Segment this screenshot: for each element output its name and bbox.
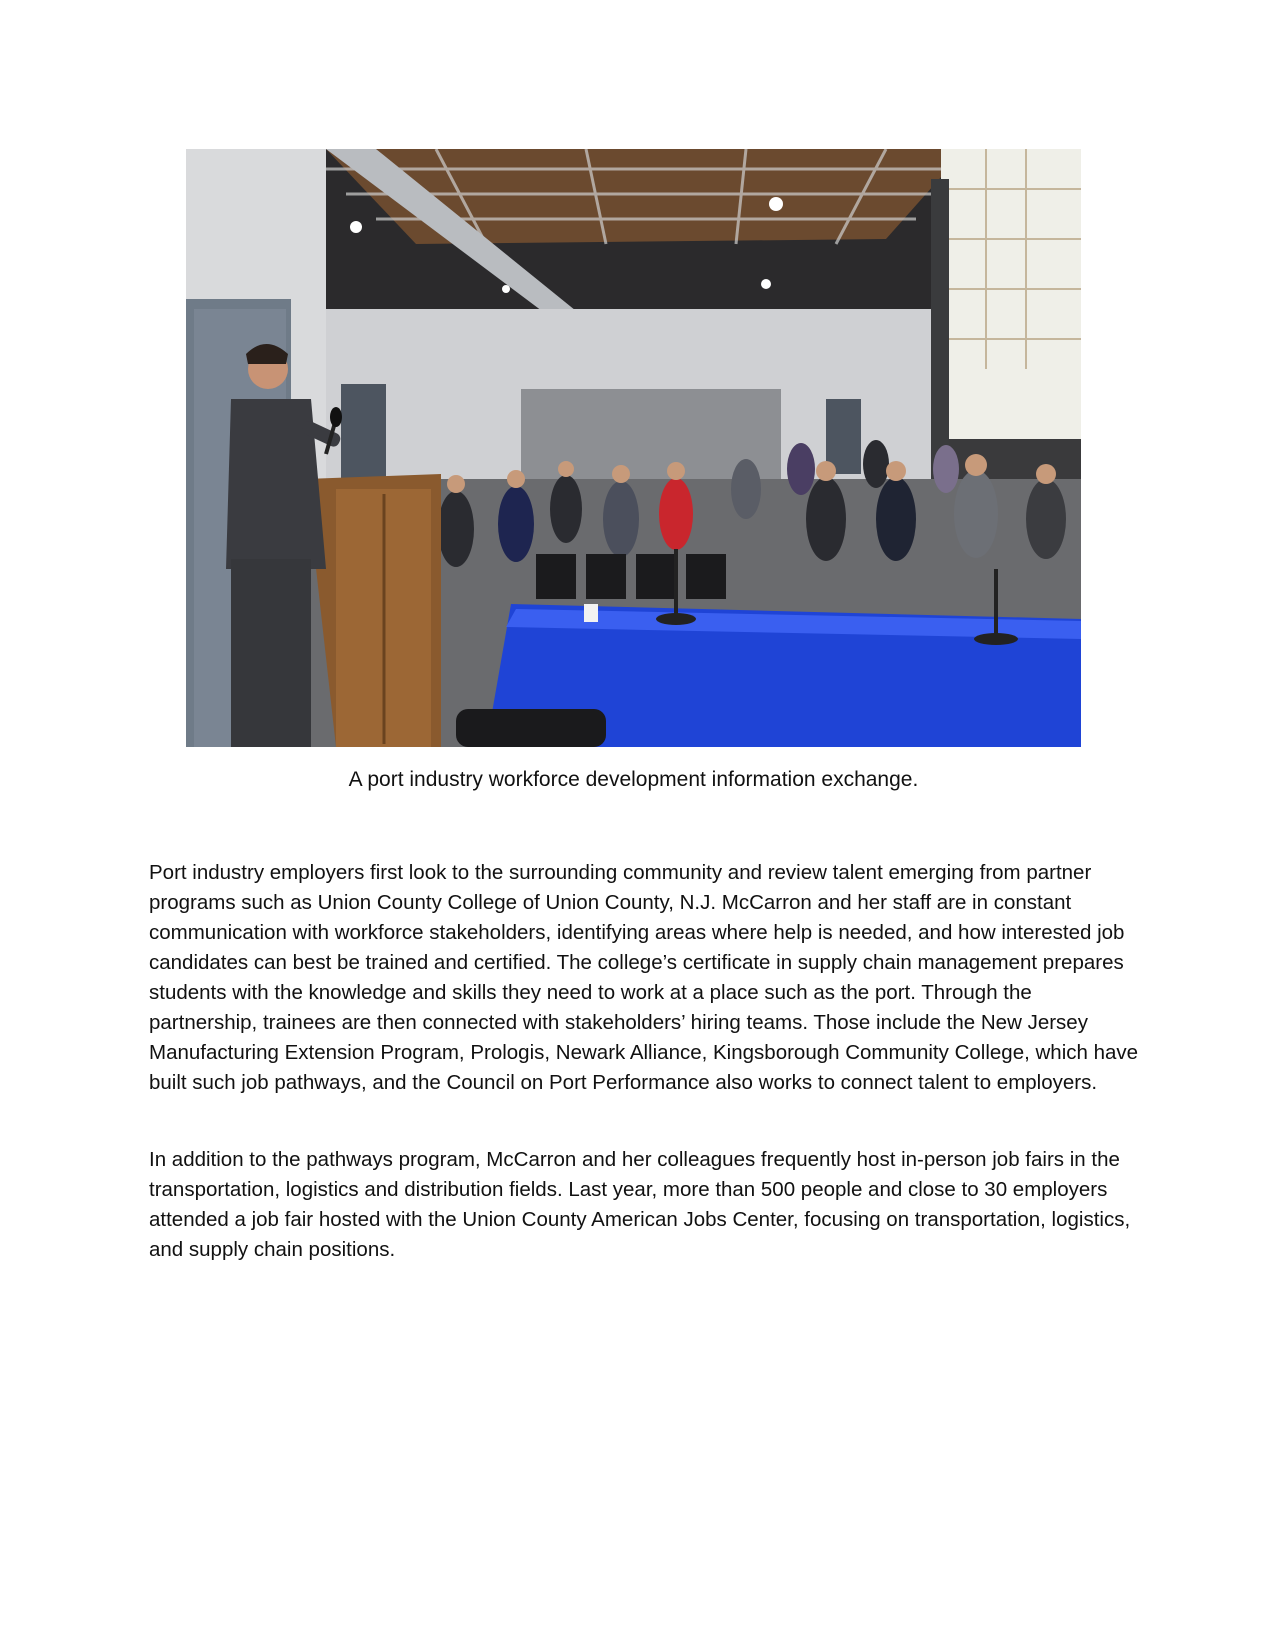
event-photo (186, 149, 1081, 747)
body-paragraph-2: In addition to the pathways program, McCarron and her colleagues frequently host in-person job fairs in the transportation, logistics and distribution fields. Last year, more than 500 people and close to 30 employers attended a job fair hosted with the Union County American Jobs Center, focusing on transportation, logistics, and supply chain positions. (149, 1148, 1131, 1261)
body-paragraph-1: Port industry employers first look to the surrounding community and review talent emerging from partner programs such as Union County College of Union County, N.J. McCarron and her staff are in constant communication with workforce stakeholders, identifying areas where help is needed, and how interested job candidates can best be trained and certified. The college’s certificate in supply chain management prepares students with the knowledge and skills they need to work at a place such as the port. Through the partnership, trainees are then connected with stakeholders’ hiring teams. Those include the New Jersey Manufacturing Extension Program, Prologis, Newark Alliance, Kingsborough Community College, which have built such job pathways, and the Council on Port Performance also works to connect talent to employers. (149, 861, 1139, 1094)
photo-caption: A port industry workforce development information exchange. (348, 768, 919, 791)
